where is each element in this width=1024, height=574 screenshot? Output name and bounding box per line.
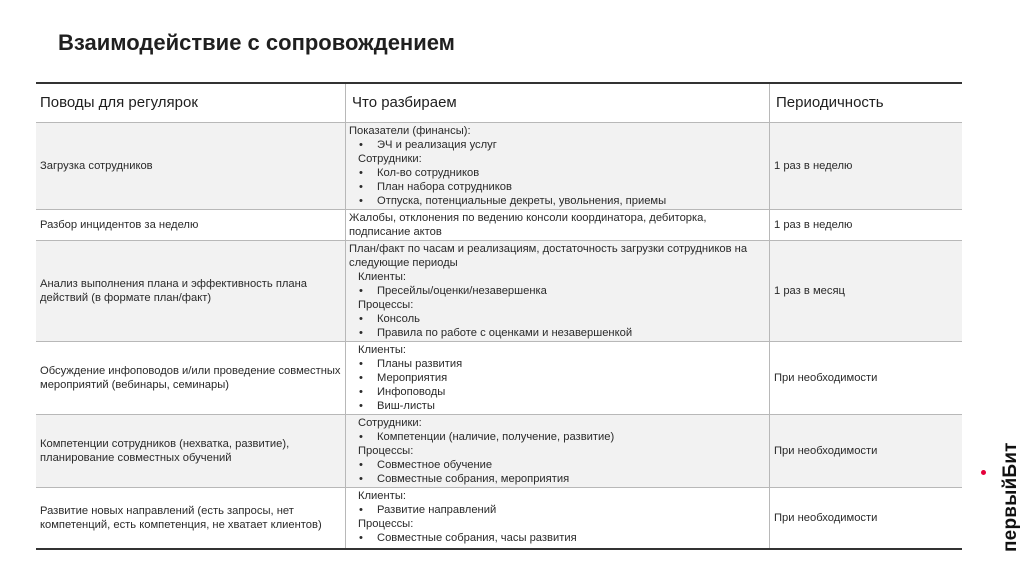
table-row	[36, 122, 962, 209]
bullet-icon: •	[359, 327, 363, 339]
table-row	[36, 487, 962, 548]
reason-cell	[36, 488, 345, 548]
schedule-table	[36, 82, 962, 550]
periodicity-cell	[769, 415, 962, 487]
topic-bullet-item	[349, 399, 766, 413]
topic-bullet-item	[349, 371, 766, 385]
reason-cell	[36, 342, 345, 414]
bullet-icon: •	[359, 459, 363, 471]
bullet-icon: •	[359, 181, 363, 193]
bullet-icon: •	[359, 386, 363, 398]
reason-text: Разбор инцидентов за неделю	[40, 219, 199, 231]
topic-group-label: Процессы:	[358, 445, 414, 457]
topic-group-label: Клиенты:	[358, 344, 406, 356]
topic-group-label: Сотрудники:	[358, 153, 422, 165]
topic-item-text: Совместные собрания, часы развития	[377, 532, 577, 544]
topics-cell	[345, 123, 769, 209]
topic-bullet-item	[349, 166, 766, 180]
periodicity-cell	[769, 342, 962, 414]
periodicity-cell	[769, 488, 962, 548]
topic-bullet-item	[349, 312, 766, 326]
topic-bullet-item	[349, 503, 766, 517]
topic-item-text: Инфоповоды	[377, 386, 446, 398]
reason-cell	[36, 210, 345, 240]
bullet-icon: •	[359, 372, 363, 384]
topic-bullet-item	[349, 430, 766, 444]
table-row	[36, 341, 962, 414]
periodicity-cell	[769, 123, 962, 209]
topic-item-text: Кол-во сотрудников	[377, 167, 480, 179]
topic-bullet-item	[349, 326, 766, 340]
topic-bullet-item	[349, 138, 766, 152]
bullet-icon: •	[359, 400, 363, 412]
bullet-icon: •	[359, 358, 363, 370]
topic-group-label: Клиенты:	[358, 271, 406, 283]
table-row	[36, 240, 962, 341]
topic-item-text: Консоль	[377, 313, 420, 325]
topic-group-label: Процессы:	[358, 299, 414, 311]
periodicity-cell	[769, 210, 962, 240]
topic-item-text: Компетенции (наличие, получение, развитие)	[377, 431, 615, 443]
periodicity-text: 1 раз в месяц	[774, 285, 845, 297]
reason-text: Компетенции сотрудников (нехватка, развитие), планирование совместных обучений	[40, 438, 290, 464]
topic-bullet-item	[349, 385, 766, 399]
bullet-icon: •	[359, 139, 363, 151]
periodicity-text: При необходимости	[774, 372, 878, 384]
topic-item-text: Отпуска, потенциальные декреты, увольнения, приемы	[377, 195, 667, 207]
bullet-icon: •	[359, 195, 363, 207]
topic-bullet-item	[349, 472, 766, 486]
periodicity-cell	[769, 241, 962, 341]
bullet-icon: •	[359, 167, 363, 179]
topic-bullet-item	[349, 357, 766, 371]
topic-group-label: Показатели (финансы):	[349, 125, 471, 137]
topic-group-label: Клиенты:	[358, 490, 406, 502]
table-row	[36, 414, 962, 487]
bullet-icon: •	[359, 313, 363, 325]
topic-group-label: Сотрудники:	[358, 417, 422, 429]
reason-text: Загрузка сотрудников	[40, 160, 153, 172]
periodicity-text: При необходимости	[774, 445, 878, 457]
topics-text: План/факт по часам и реализациям, достаточность загрузки сотрудников на следующие периоды	[349, 243, 748, 269]
bullet-icon: •	[359, 431, 363, 443]
topic-bullet-item	[349, 180, 766, 194]
periodicity-text: При необходимости	[774, 512, 878, 524]
table-row	[36, 209, 962, 240]
topic-item-text: Совместные собрания, мероприятия	[377, 473, 570, 485]
bullet-icon: •	[359, 532, 363, 544]
bullet-icon: •	[359, 473, 363, 485]
page-title: Взаимодействие с сопровождением	[58, 30, 455, 55]
topic-bullet-item	[349, 194, 766, 208]
topic-item-text: Развитие направлений	[377, 504, 497, 516]
topic-item-text: Мероприятия	[377, 372, 448, 384]
topics-cell	[345, 488, 769, 548]
topics-cell	[345, 210, 769, 240]
periodicity-text: 1 раз в неделю	[774, 219, 853, 231]
reason-text: Обсуждение инфоповодов и/или проведение совместных мероприятий (вебинары, семинары)	[40, 365, 341, 391]
header-reasons: Поводы для регулярок	[40, 94, 198, 111]
bullet-icon: •	[359, 504, 363, 516]
topic-item-text: Планы развития	[377, 358, 463, 370]
topic-item-text: План набора сотрудников	[377, 181, 512, 193]
reason-text: Анализ выполнения плана и эффективность плана действий (в формате план/факт)	[40, 278, 308, 304]
topic-item-text: Правила по работе с оценками и незавершенкой	[377, 327, 633, 339]
reason-text: Развитие новых направлений (есть запросы, нет компетенций, есть компетенция, не хватает клиентов)	[40, 505, 322, 531]
topic-group-label: Процессы:	[358, 518, 414, 530]
header-topics: Что разбираем	[345, 84, 769, 122]
brand-logo-text: первыйБит	[1000, 442, 1021, 552]
brand-logo-dot	[981, 470, 986, 475]
topics-cell	[345, 415, 769, 487]
topic-item-text: ЭЧ и реализация услуг	[377, 139, 497, 151]
reason-cell	[36, 241, 345, 341]
topic-bullet-item	[349, 284, 766, 298]
topic-item-text: Виш-листы	[377, 400, 435, 412]
periodicity-text: 1 раз в неделю	[774, 160, 853, 172]
bullet-icon: •	[359, 285, 363, 297]
topics-text: Жалобы, отклонения по ведению консоли координатора, дебиторка, подписание актов	[349, 212, 707, 238]
topic-bullet-item	[349, 531, 766, 545]
header-periodicity: Периодичность	[769, 84, 962, 122]
brand-logo	[978, 412, 1021, 552]
topic-item-text: Пресейлы/оценки/незавершенка	[377, 285, 547, 297]
reason-cell	[36, 415, 345, 487]
table-header-row	[36, 84, 962, 122]
topics-cell	[345, 342, 769, 414]
topic-item-text: Совместное обучение	[377, 459, 493, 471]
topics-cell	[345, 241, 769, 341]
topic-bullet-item	[349, 458, 766, 472]
reason-cell	[36, 123, 345, 209]
